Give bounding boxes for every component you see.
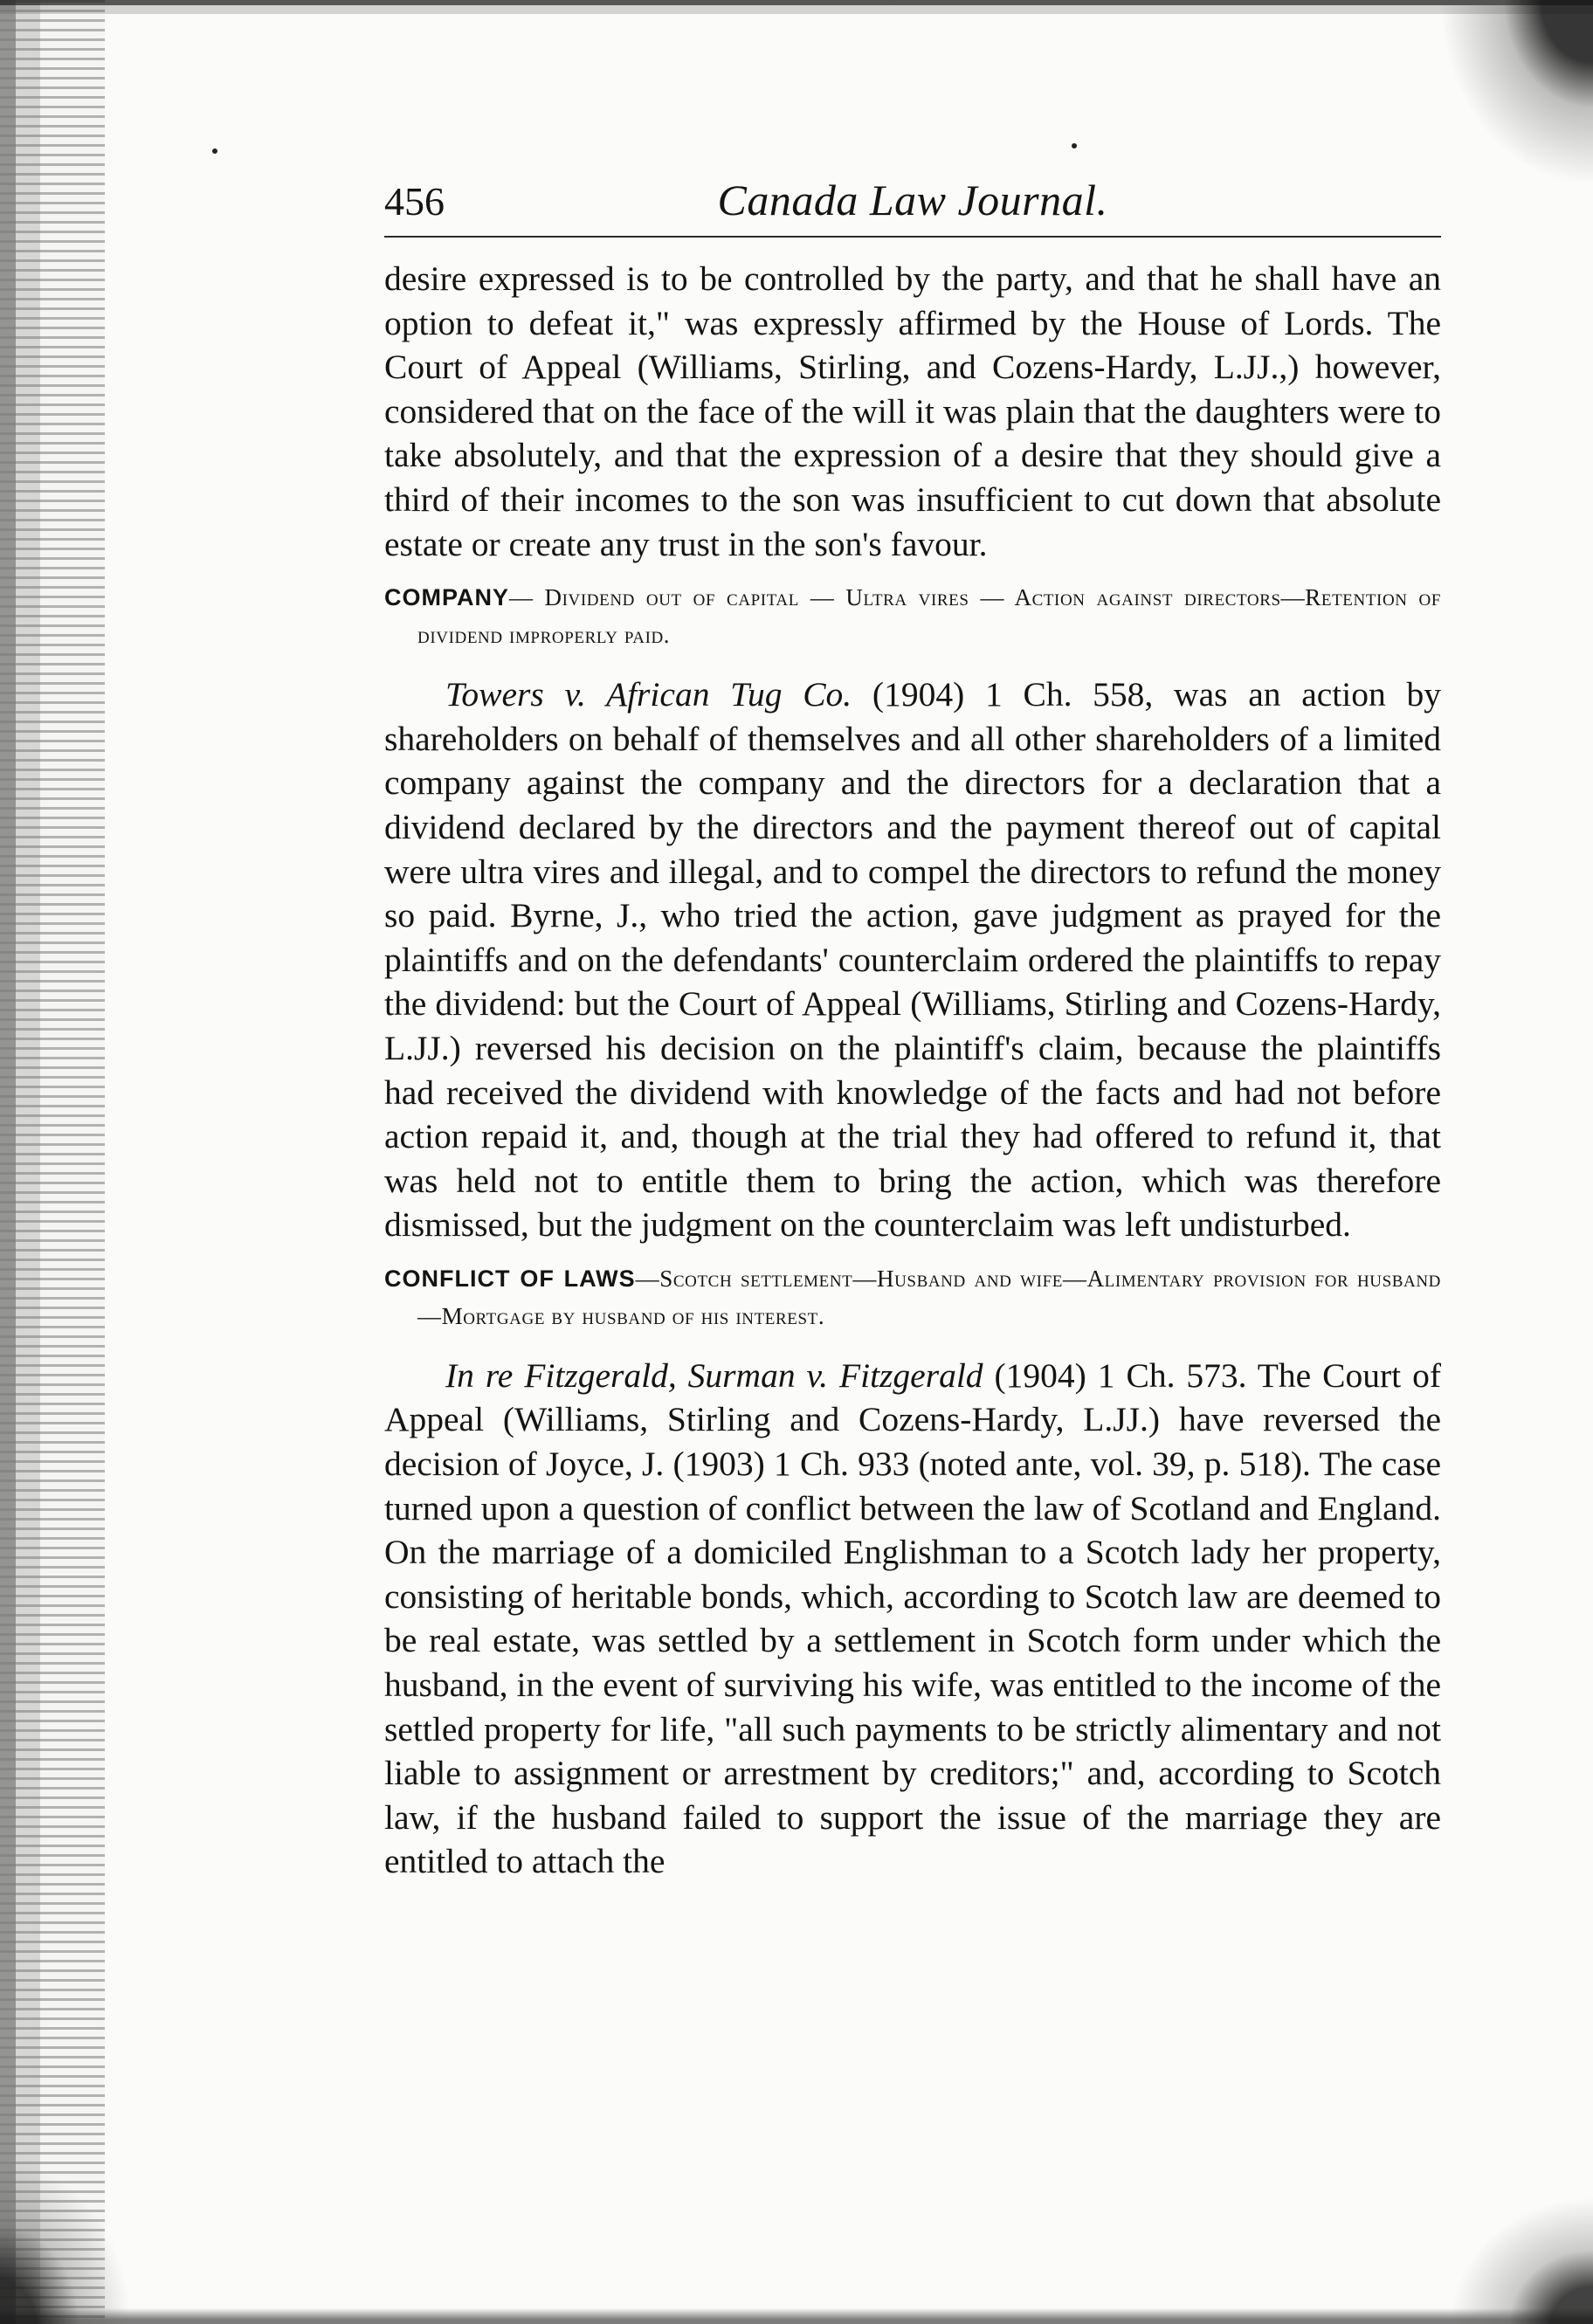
scan-corner-bottom-left: [0, 2149, 140, 2324]
paragraph-continuation: desire expressed is to be controlled by the party, and that he shall have an option to defeat it," was expressly affirmed by the House of Lords. The Court of Appeal (Williams, Stirling, and Cozens-Hardy, L.JJ.,) however, considered that on the face of the will it was plain that the daughters were to take absolutely, and that the expression of a desire that they should give a third of their incomes to the son was insufficient to cut down that absolute estate or create any trust in the son's favour.: [384, 259, 1441, 563]
scan-speck: [212, 148, 217, 154]
journal-title: Canada Law Journal.: [717, 176, 1108, 224]
section-subtitle-company: — Dividend out of capital — Ultra vires — Action against directors—Retention of dividend improperly paid.: [417, 584, 1441, 649]
section-subtitle-conflict-of-laws: —Scotch settlement—Husband and wife—Alimentary provision for husband—Mortgage by husband of his interest.: [417, 1265, 1442, 1329]
running-head: [384, 166, 1441, 238]
scan-corner-bottom-right: [1445, 2193, 1593, 2324]
paragraph-conflict-of-laws: [384, 1354, 1441, 1884]
section-heading-company: [384, 580, 1441, 655]
section-heading-conflict-of-laws: [384, 1261, 1441, 1336]
case-name-towers: Towers v. African Tug Co.: [445, 675, 852, 714]
paragraph-conflict-text: (1904) 1 Ch. 573. The Court of Appeal (Williams, Stirling and Cozens-Hardy, L.JJ.) have reversed the decision of Joyce, J. (1903) 1 Ch. 933 (noted ante, vol. 39, p. 518). The case turned upon a question of conflict between the law of Scotland and England. On the marriage of a domiciled Englishman to a Scotch lady her property, consisting of heritable bonds, which, according to Scotch law are deemed to be real estate, was settled by a settlement in Scotch form under which the husband, in the event of surviving his wife, was entitled to the income of the settled property for life, "all such payments to be strictly alimentary and not liable to assignment or arrestment by creditors;" and, according to Scotch law, if the husband failed to support the issue of the marriage they are entitled to attach the: [384, 1355, 1441, 1881]
document-page: [384, 166, 1441, 1884]
case-name-fitzgerald: In re Fitzgerald, Surman v. Fitzgerald: [445, 1355, 983, 1395]
article-body: [384, 257, 1441, 1884]
scan-speck: [1072, 143, 1077, 148]
scan-corner-top-right: [1427, 0, 1593, 201]
paragraph-company: [384, 672, 1441, 1247]
paragraph-company-text: (1904) 1 Ch. 558, was an action by shareholders on behalf of themselves and all other shareholders of a limited company against the company and the directors for a declaration that a dividend declared by the directors and the payment thereof out of capital were ultra vires and illegal, and to compel the directors to refund the money so paid. Byrne, J., who tried the action, gave judgment as prayed for the plaintiffs and on the defendants' counterclaim ordered the plaintiffs to repay the dividend: but the Court of Appeal (Williams, Stirling and Cozens-Hardy, L.JJ.) reversed his decision on the plaintiff's claim, because the plaintiffs had received the dividend with knowledge of the facts and had not before action repaid it, and, though at the trial they had offered to refund it, that was held not to entitle them to bring the action, which was therefore dismissed, but the judgment on the counterclaim was left undisturbed.: [384, 675, 1441, 1245]
scan-edge-top: [0, 0, 1593, 23]
scan-edge-left: [0, 0, 105, 2324]
section-title-conflict-of-laws: CONFLICT OF LAWS: [384, 1265, 636, 1292]
page-number: 456: [384, 179, 445, 224]
section-title-company: COMPANY: [384, 584, 510, 611]
scan-edge-bottom: [0, 2298, 1593, 2324]
